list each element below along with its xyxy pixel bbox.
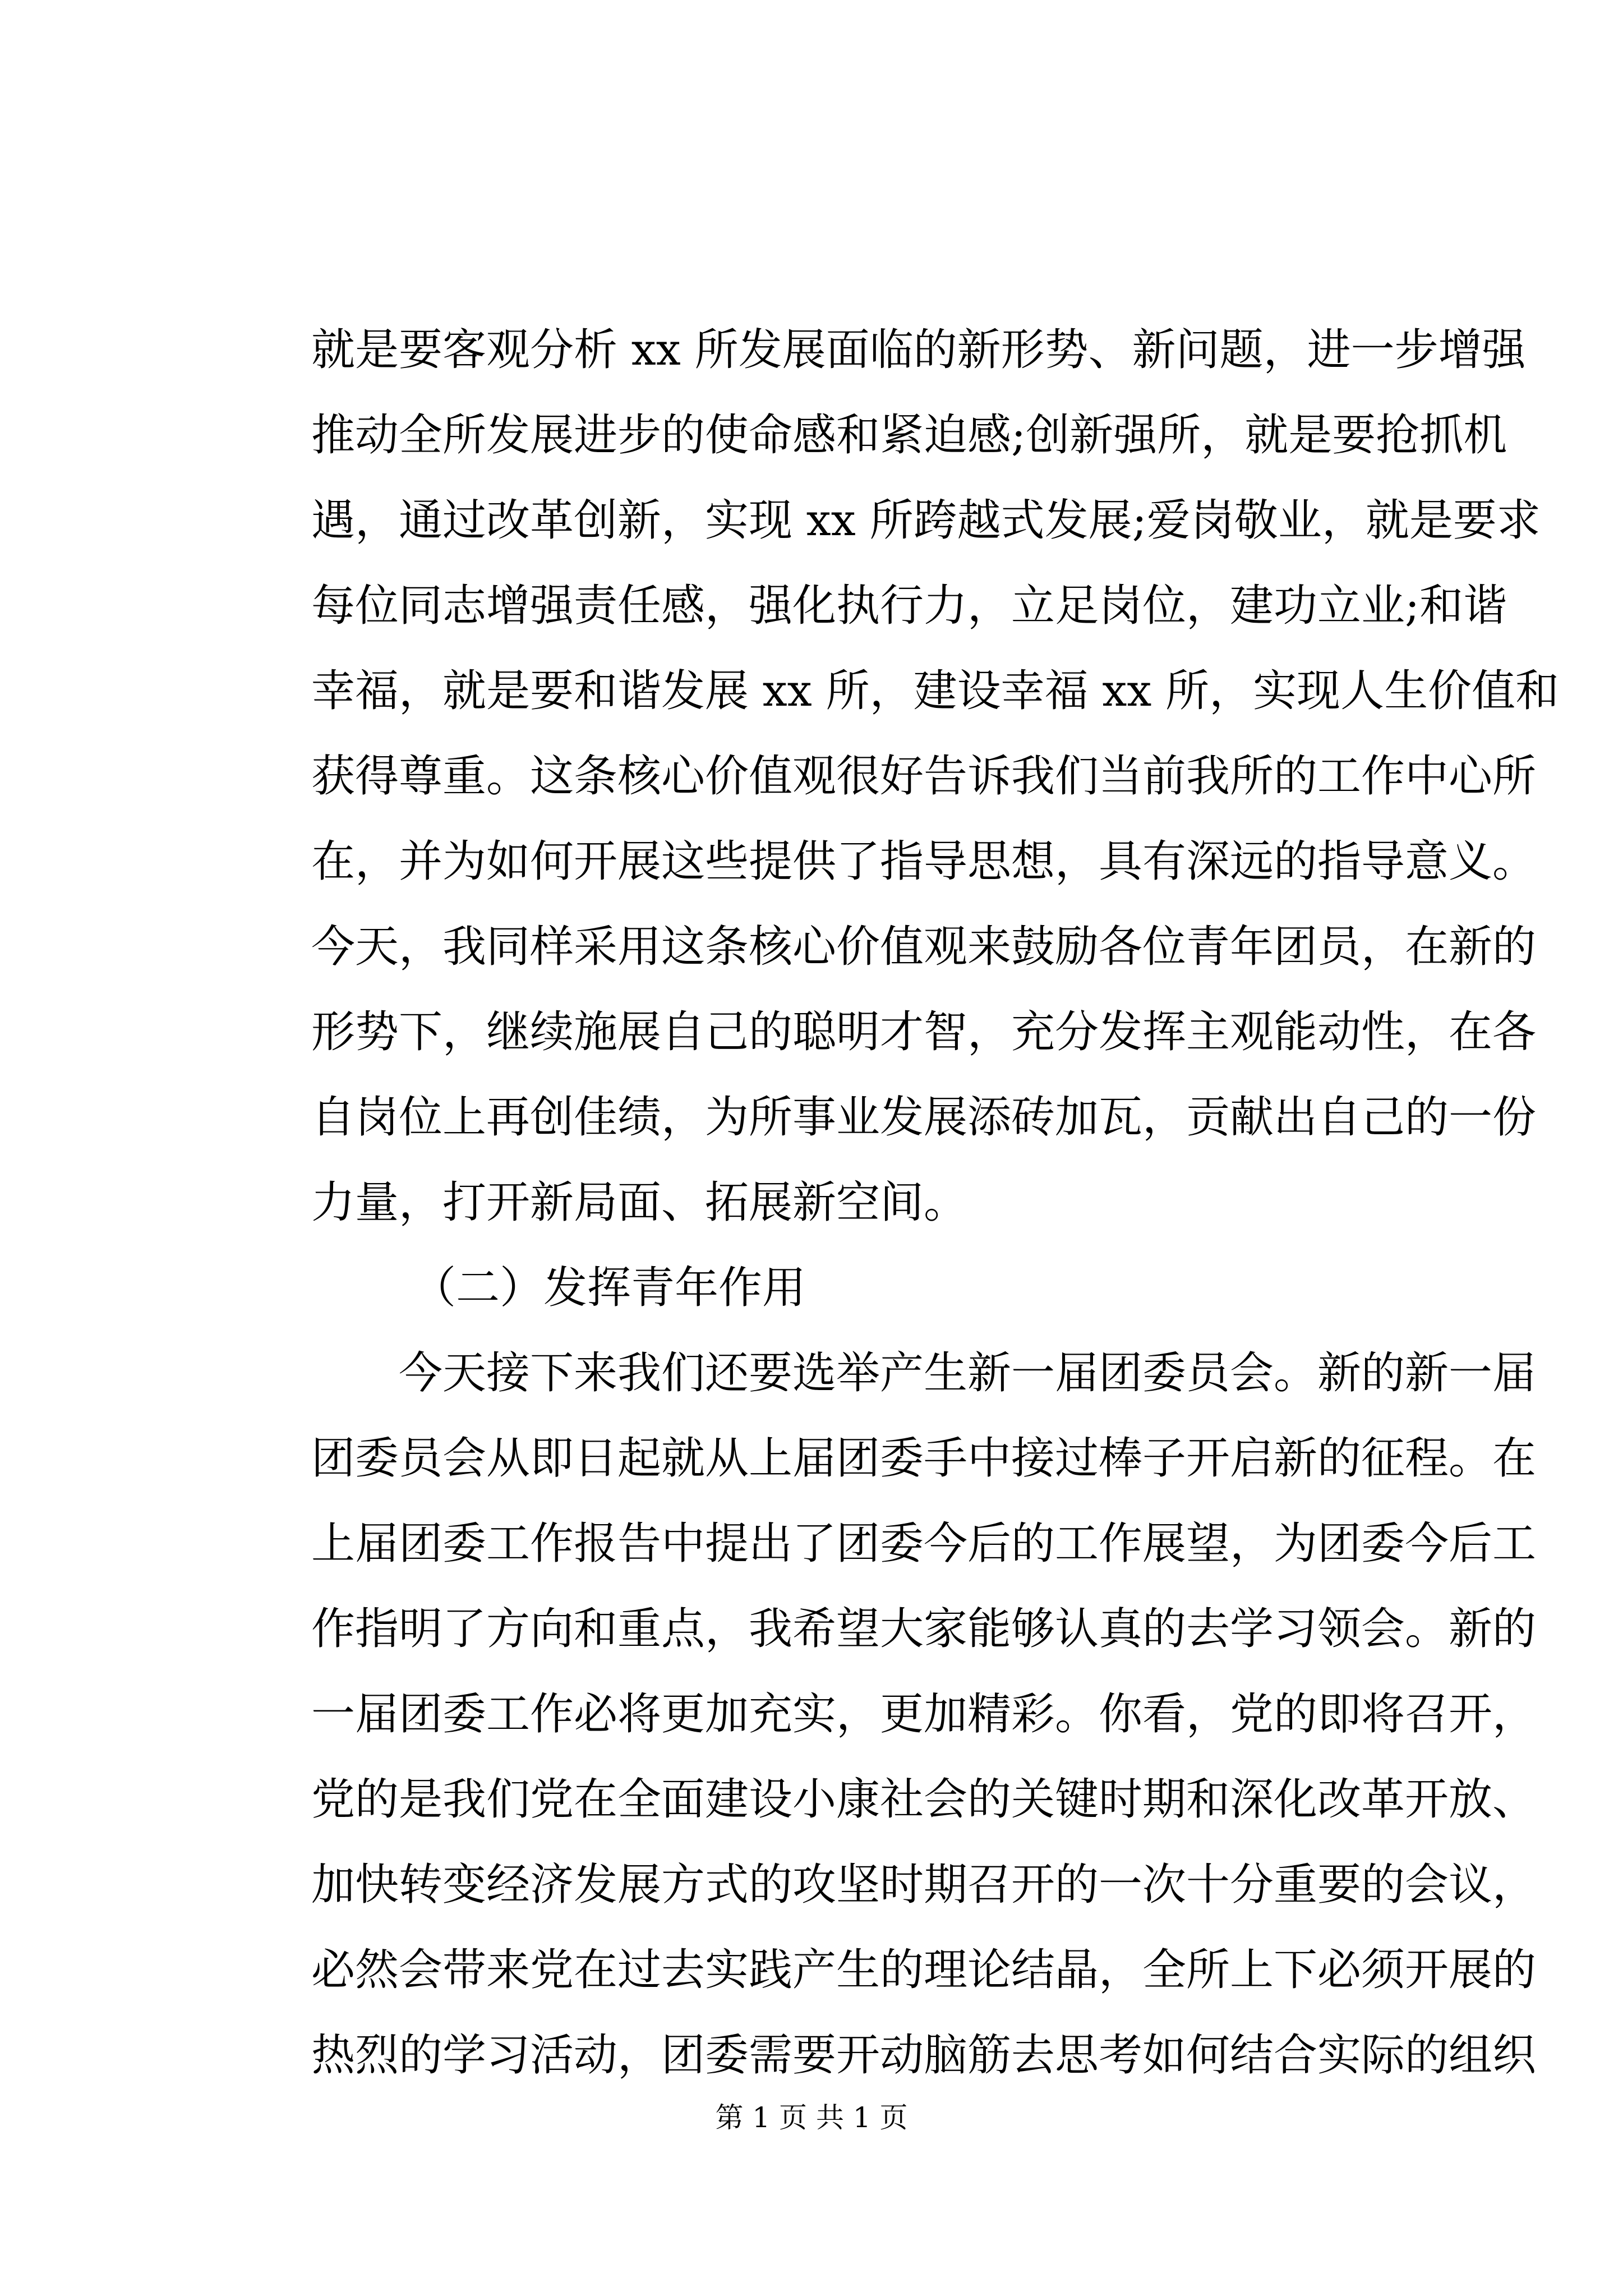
paragraph-line: 作指明了方向和重点，我希望大家能够认真的去学习领会。新的 <box>311 1604 1537 1654</box>
paragraph-line: 自岗位上再创佳绩，为所事业发展添砖加瓦，贡献出自己的一份 <box>311 1092 1537 1143</box>
paragraph-line: 热烈的学习活动，团委需要开动脑筋去思考如何结合实际的组织 <box>311 2030 1537 2081</box>
paragraph-line: 每位同志增强责任感，强化执行力，立足岗位，建功立业;和谐 <box>311 581 1507 631</box>
paragraph-line: 一届团委工作必将更加充实，更加精彩。你看，党的即将召开， <box>311 1689 1537 1740</box>
paragraph-line: 遇，通过改革创新，实现 xx 所跨越式发展;爱岗敬业，就是要求 <box>311 495 1541 546</box>
paragraph-line: 力量，打开新局面、拓展新空间。 <box>311 1177 968 1228</box>
paragraph-line: 上届团委工作报告中提出了团委今后的工作展望，为团委今后工 <box>311 1519 1537 1569</box>
paragraph-line: 幸福，就是要和谐发展 xx 所，建设幸福 xx 所，实现人生价值和 <box>311 666 1560 716</box>
paragraph-line: 就是要客观分析 xx 所发展面临的新形势、新问题，进一步增强 <box>311 325 1526 375</box>
paragraph-line: 必然会带来党在过去实践产生的理论结晶，全所上下必须开展的 <box>311 1945 1537 1995</box>
paragraph-line: 党的是我们党在全面建设小康社会的关键时期和深化改革开放、 <box>311 1774 1537 1825</box>
paragraph-line: 形势下，继续施展自己的聪明才智，充分发挥主观能动性，在各 <box>311 1007 1537 1057</box>
paragraph-line: 获得尊重。这条核心价值观很好告诉我们当前我所的工作中心所 <box>311 751 1537 802</box>
paragraph-line: 今天接下来我们还要选举产生新一届团委员会。新的新一届 <box>399 1348 1537 1398</box>
paragraph-line: 推动全所发展进步的使命感和紧迫感;创新强所，就是要抢抓机 <box>311 410 1507 461</box>
document-body <box>311 307 1560 2098</box>
paragraph-line: 今天，我同样采用这条核心价值观来鼓励各位青年团员，在新的 <box>311 922 1537 972</box>
page-number-label: 第 1 页 共 1 页 <box>715 2101 908 2134</box>
paragraph-line: 团委员会从即日起就从上届团委手中接过棒子开启新的征程。在 <box>311 1433 1537 1484</box>
section-heading: （二）发挥青年作用 <box>412 1263 806 1313</box>
paragraph-line: 在，并为如何开展这些提供了指导思想，具有深远的指导意义。 <box>311 836 1537 887</box>
page-footer <box>0 2098 1623 2137</box>
paragraph-line: 加快转变经济发展方式的攻坚时期召开的一次十分重要的会议， <box>311 1860 1537 1910</box>
